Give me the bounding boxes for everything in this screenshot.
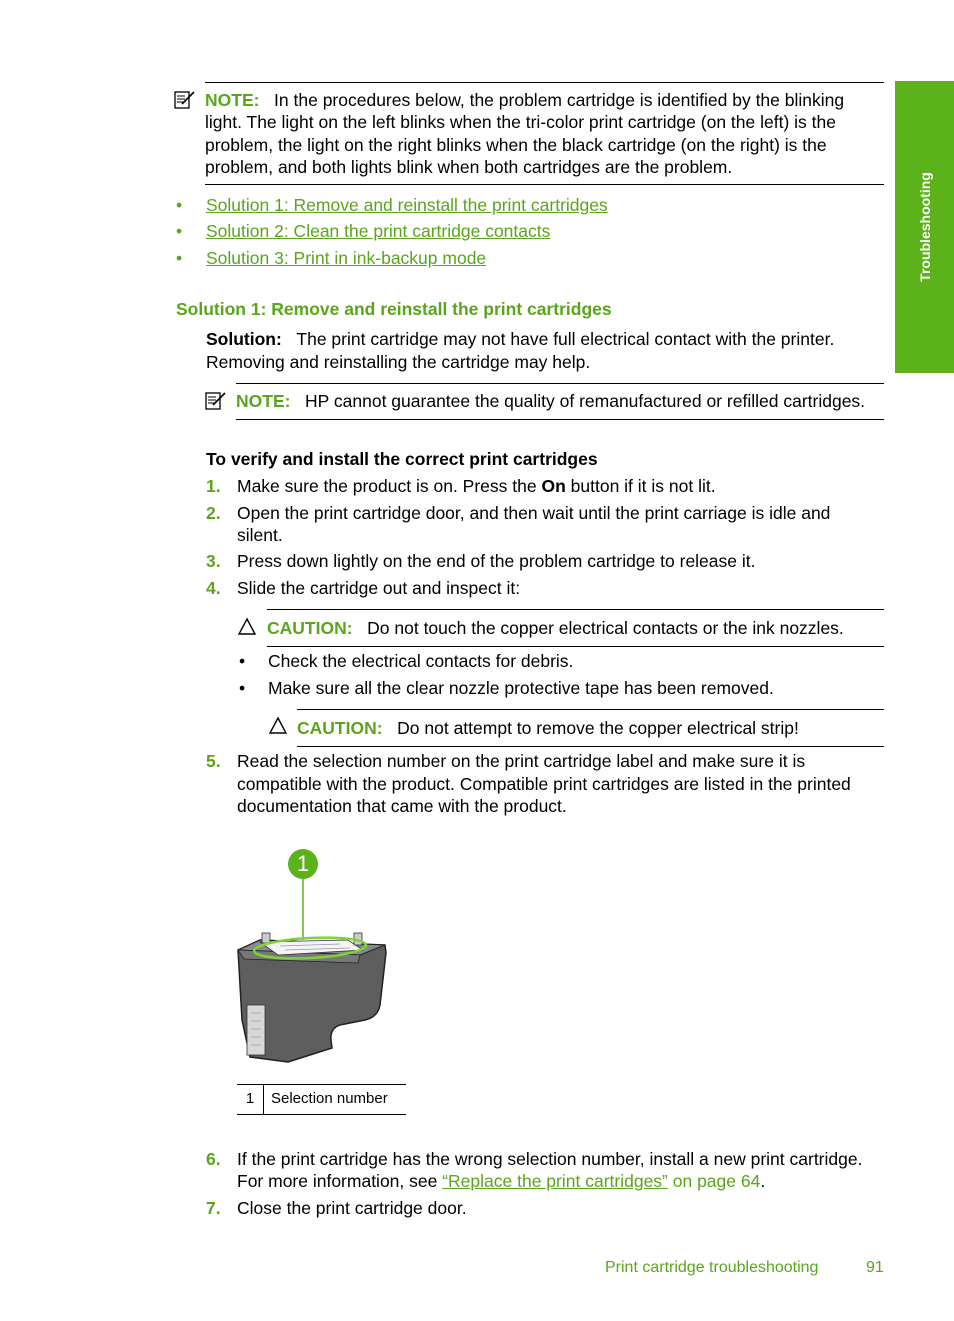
caution-icon bbox=[237, 617, 257, 636]
caution-text: Do not touch the copper electrical contacts or the ink nozzles. bbox=[367, 618, 844, 638]
bullet-dot: • bbox=[176, 221, 183, 241]
step-number: 5. bbox=[206, 751, 221, 771]
section-tab-label: Troubleshooting bbox=[916, 172, 933, 282]
note-text-line: light. The light on the left blinks when the tri-color print cartridge (on the left) is the bbox=[205, 112, 836, 132]
solution-3-link[interactable]: Solution 3: Print in ink-backup mode bbox=[206, 248, 487, 268]
step-1-text: Make sure the product is on. Press the On button if it is not lit. bbox=[237, 476, 716, 496]
caption-text: Selection number bbox=[271, 1090, 388, 1107]
step-3-text: Press down lightly on the end of the problem cartridge to release it. bbox=[237, 551, 756, 571]
footer-title: Print cartridge troubleshooting bbox=[605, 1259, 819, 1276]
step-number: 4. bbox=[206, 578, 221, 598]
step-6-text: For more information, see “Replace the print cartridges” on page 64. bbox=[237, 1171, 766, 1191]
step-number: 2. bbox=[206, 503, 221, 523]
replace-cartridges-link[interactable]: “Replace the print cartridges” on page 64 bbox=[442, 1171, 761, 1191]
note-icon bbox=[205, 391, 227, 411]
note-icon bbox=[174, 90, 196, 110]
caution-label: CAUTION: bbox=[297, 718, 383, 738]
step-number: 1. bbox=[206, 476, 221, 496]
on-button-label: On bbox=[541, 476, 566, 496]
step-4-text: Slide the cartridge out and inspect it: bbox=[237, 578, 521, 598]
solution-text: Removing and reinstalling the cartridge may help. bbox=[206, 352, 591, 372]
figure-caption-table bbox=[237, 1084, 406, 1115]
step-2-text: Open the print cartridge door, and then wait until the print carriage is idle and bbox=[237, 503, 831, 523]
bullet-dot: • bbox=[176, 248, 183, 268]
step-number: 6. bbox=[206, 1149, 221, 1169]
step-2-text: silent. bbox=[237, 525, 283, 545]
bullet-dot: • bbox=[239, 651, 246, 671]
sub-bullet-item: Make sure all the clear nozzle protective tape has been removed. bbox=[268, 678, 774, 698]
note-text-line: In the procedures below, the problem cartridge is identified by the blinking bbox=[274, 90, 845, 110]
solution-text: The print cartridge may not have full electrical contact with the printer. bbox=[296, 329, 835, 349]
bullet-dot: • bbox=[176, 195, 183, 215]
caution-icon bbox=[268, 716, 288, 735]
caution-text: Do not attempt to remove the copper electrical strip! bbox=[397, 718, 799, 738]
note-text-line: problem, and both lights blink when both cartridges are the problem. bbox=[205, 157, 733, 177]
note-label: NOTE: bbox=[205, 90, 260, 110]
caution-label: CAUTION: bbox=[267, 618, 353, 638]
step-5-text: documentation that came with the product. bbox=[237, 796, 567, 816]
step-number: 3. bbox=[206, 551, 221, 571]
solution-1-link[interactable]: Solution 1: Remove and reinstall the print cartridges bbox=[206, 195, 608, 215]
page-number: 91 bbox=[866, 1259, 884, 1276]
bullet-dot: • bbox=[239, 678, 246, 698]
note-text-line: problem, the light on the right blinks when the black cartridge (on the right) is the bbox=[205, 135, 827, 155]
step-5-text: compatible with the product. Compatible print cartridges are listed in the printed bbox=[237, 774, 851, 794]
solution-2-link[interactable]: Solution 2: Clean the print cartridge contacts bbox=[206, 221, 551, 241]
step-7-text: Close the print cartridge door. bbox=[237, 1198, 467, 1218]
procedure-title: To verify and install the correct print cartridges bbox=[206, 449, 598, 469]
solution-label: Solution: bbox=[206, 329, 282, 349]
caption-number: 1 bbox=[237, 1085, 264, 1114]
step-number: 7. bbox=[206, 1198, 221, 1218]
section-heading: Solution 1: Remove and reinstall the print cartridges bbox=[176, 299, 612, 319]
note-label: NOTE: bbox=[236, 391, 291, 411]
figure-callout-number: 1 bbox=[296, 851, 310, 876]
section-tab bbox=[895, 81, 954, 373]
sub-bullet-item: Check the electrical contacts for debris. bbox=[268, 651, 574, 671]
step-5-text: Read the selection number on the print cartridge label and make sure it is bbox=[237, 751, 806, 771]
step-6-text: If the print cartridge has the wrong selection number, install a new print cartridge. bbox=[237, 1149, 863, 1169]
note-text: HP cannot guarantee the quality of remanufactured or refilled cartridges. bbox=[305, 391, 866, 411]
